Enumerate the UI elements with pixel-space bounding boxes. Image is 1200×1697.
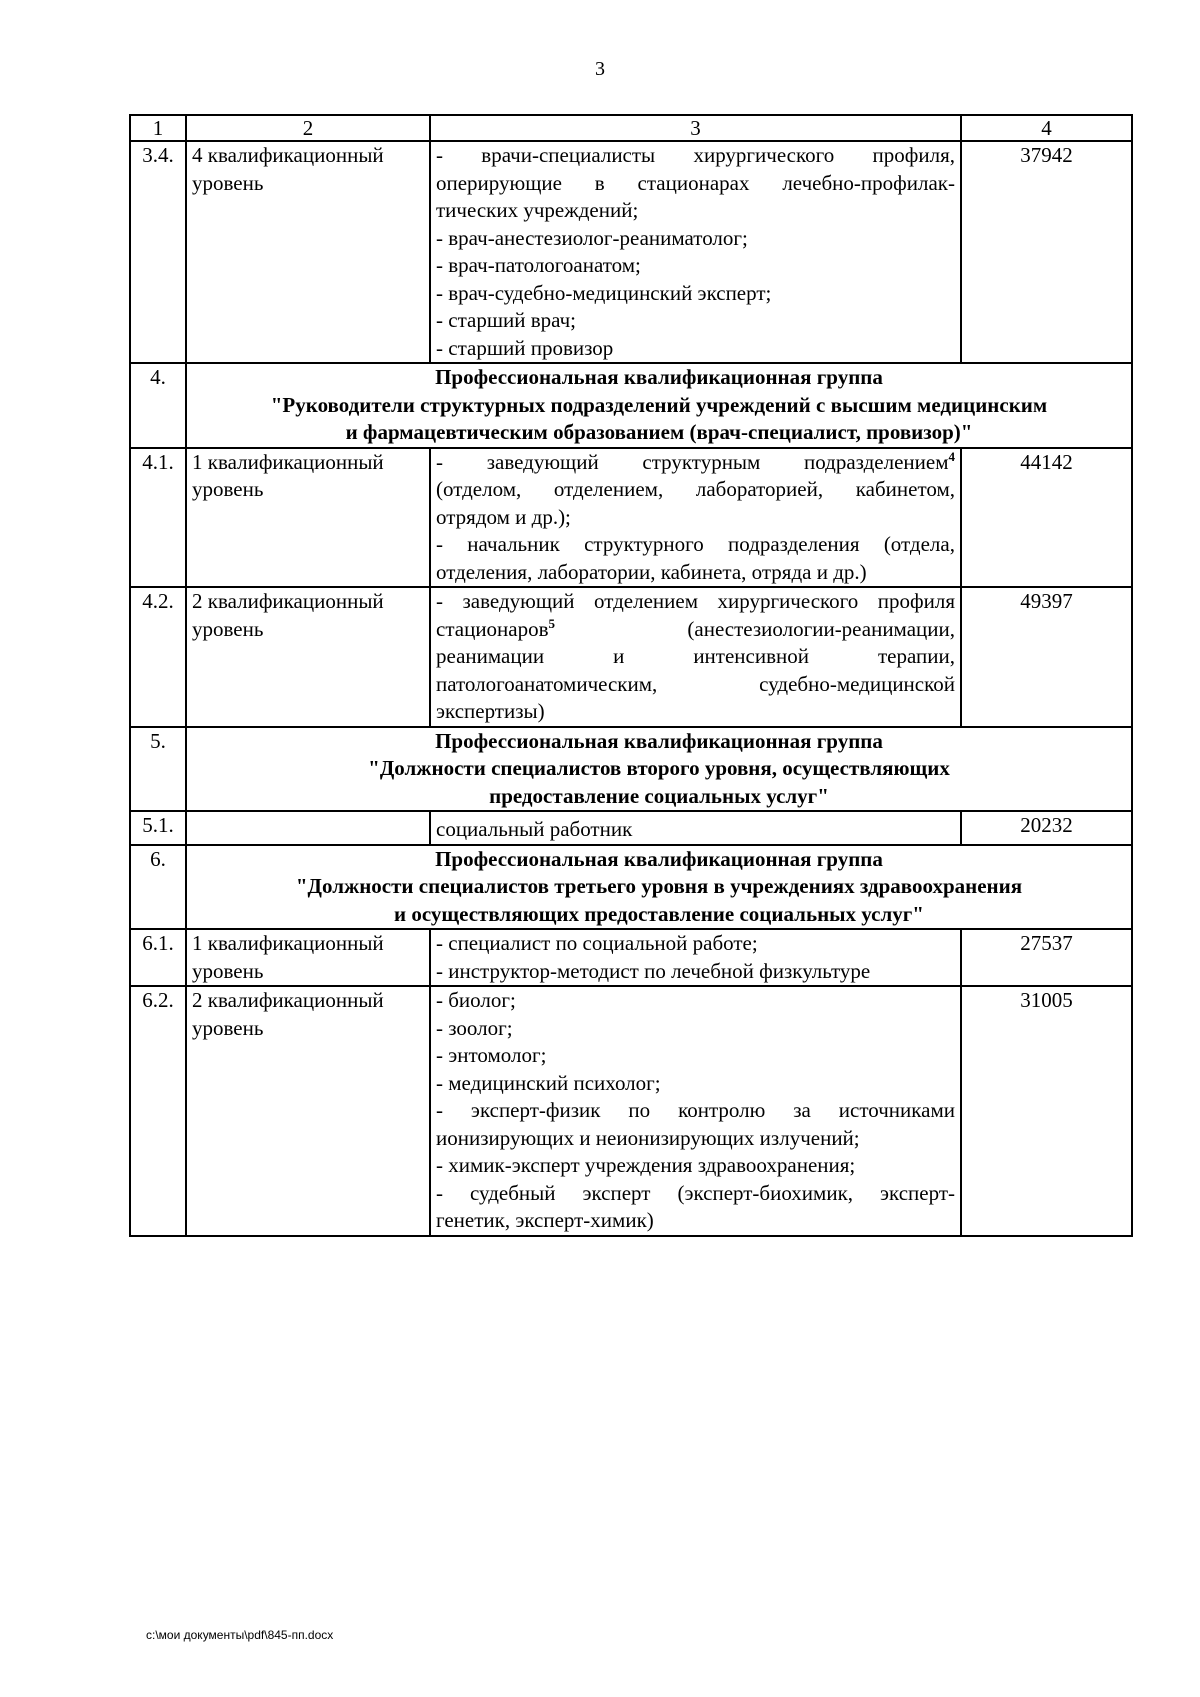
group-number: 4. (130, 363, 186, 448)
level-line: 1 квалификационный (192, 931, 384, 955)
table-row (130, 448, 1132, 588)
position-line: - старший врач; (436, 308, 577, 332)
position-line: - специалист по социальной работе; (436, 931, 758, 955)
footnote-marker: 5 (548, 615, 556, 631)
group-row (130, 845, 1132, 930)
qualification-level (186, 929, 430, 986)
position-line: социальный работник (436, 817, 633, 841)
position-line: патологоанатомическим, судебно-медицинской (436, 671, 955, 696)
table-row (130, 141, 1132, 363)
header-col-3: 3 (430, 115, 961, 141)
level-line: уровень (192, 1015, 264, 1040)
position-line: отрядом и др.); (436, 504, 571, 529)
group-title-line: предоставление социальных услуг" (489, 783, 829, 808)
qualification-level (186, 587, 430, 727)
table-row (130, 587, 1132, 727)
positions-list (430, 448, 961, 588)
positions-list (430, 587, 961, 727)
positions-list (430, 929, 961, 986)
level-line: уровень (192, 616, 264, 641)
position-line: - медицинский психолог; (436, 1070, 661, 1095)
salary-table (129, 114, 1133, 1237)
table-row (130, 986, 1132, 1236)
row-number: 6.1. (130, 929, 186, 986)
salary-value: 27537 (961, 929, 1132, 986)
position-line: - начальник структурного подразделения (отдела, (436, 532, 955, 556)
position-line: - заведующий отделением хирургического профиля (436, 589, 955, 613)
salary-value: 20232 (961, 811, 1132, 845)
level-line: уровень (192, 958, 264, 983)
salary-value: 31005 (961, 986, 1132, 1236)
group-title-line: "Руководители структурных подразделений учреждений с высшим медицинским (270, 392, 1048, 417)
row-number: 5.1. (130, 811, 186, 845)
row-number: 4.1. (130, 448, 186, 588)
position-line: - зоолог; (436, 1015, 513, 1040)
header-col-1: 1 (130, 115, 186, 141)
position-line: тических учреждений; (436, 198, 639, 222)
position-line (436, 616, 955, 644)
table-row (130, 811, 1132, 845)
footnote-marker: 4 (948, 448, 955, 464)
group-title (186, 727, 1132, 812)
positions-list (430, 811, 961, 845)
salary-value: 49397 (961, 587, 1132, 727)
group-title-line: Профессиональная квалификационная группа (435, 728, 883, 753)
table-header-row (130, 115, 1132, 141)
level-line: 1 квалификационный (192, 449, 384, 474)
level-line: 2 квалификационный (192, 988, 384, 1012)
level-line: уровень (192, 170, 264, 195)
salary-value: 44142 (961, 448, 1132, 588)
footer-file-path: c:\мои документы\pdf\845-пп.docx (146, 1628, 334, 1642)
row-number: 6.2. (130, 986, 186, 1236)
position-line (436, 449, 955, 477)
position-line: - старший провизор (436, 335, 614, 360)
position-line: - химик-эксперт учреждения здравоохранения; (436, 1153, 856, 1177)
position-line: - врач-анестезиолог-реаниматолог; (436, 225, 748, 250)
row-number: 3.4. (130, 141, 186, 363)
group-title-line: "Должности специалистов третьего уровня в учреждениях здравоохранения (295, 874, 1023, 898)
qualification-level (186, 811, 430, 845)
position-line: реанимации и интенсивной терапии, (436, 644, 955, 668)
position-line: - эксперт-физик по контролю за источниками (436, 1098, 955, 1122)
group-number: 6. (130, 845, 186, 930)
position-line: экспертизы) (436, 699, 545, 723)
position-line: оперирующие в стационарах лечебно-профилак- (436, 170, 955, 195)
group-title-line: и фармацевтическим образованием (врач-специалист, провизор)" (345, 420, 973, 444)
qualification-level (186, 141, 430, 363)
row-number: 4.2. (130, 587, 186, 727)
group-title-line: Профессиональная квалификационная группа (435, 846, 883, 871)
positions-list (430, 986, 961, 1236)
group-row (130, 727, 1132, 812)
group-title-line: Профессиональная квалификационная группа (435, 365, 883, 389)
level-line: уровень (192, 477, 264, 501)
table-row (130, 929, 1132, 986)
position-text: (анестезиологии-реанимации, (687, 616, 955, 641)
position-text: стационаров (436, 616, 549, 641)
position-line: (отделом, отделением, лабораторией, кабинетом, (436, 477, 955, 501)
group-row (130, 363, 1132, 448)
position-text: - заведующий структурным подразделением (436, 449, 949, 474)
salary-value: 37942 (961, 141, 1132, 363)
group-title-line: "Должности специалистов второго уровня, осуществляющих (368, 756, 950, 780)
header-col-4: 4 (961, 115, 1132, 141)
position-line: генетик, эксперт-химик) (436, 1208, 654, 1232)
group-title (186, 363, 1132, 448)
group-title (186, 845, 1132, 930)
position-line: - инструктор-методист по лечебной физкультуре (436, 958, 871, 983)
group-number: 5. (130, 727, 186, 812)
group-title-line: и осуществляющих предоставление социальных услуг" (394, 901, 924, 926)
qualification-level (186, 448, 430, 588)
page-number: 3 (595, 58, 605, 80)
header-col-2: 2 (186, 115, 430, 141)
position-line: - судебный эксперт (эксперт-биохимик, эксперт- (436, 1180, 955, 1205)
position-line: - врачи-специалисты хирургического профиля, (436, 143, 955, 167)
position-line: - врач-патологоанатом; (436, 253, 641, 277)
position-line: ионизирующих и неионизирующих излучений; (436, 1125, 860, 1150)
position-line: - биолог; (436, 988, 516, 1012)
level-line: 4 квалификационный (192, 143, 384, 167)
position-line: - энтомолог; (436, 1043, 547, 1067)
position-line: отделения, лаборатории, кабинета, отряда и др.) (436, 559, 867, 584)
qualification-level (186, 986, 430, 1236)
position-line: - врач-судебно-медицинский эксперт; (436, 280, 772, 305)
positions-list (430, 141, 961, 363)
level-line: 2 квалификационный (192, 589, 384, 613)
